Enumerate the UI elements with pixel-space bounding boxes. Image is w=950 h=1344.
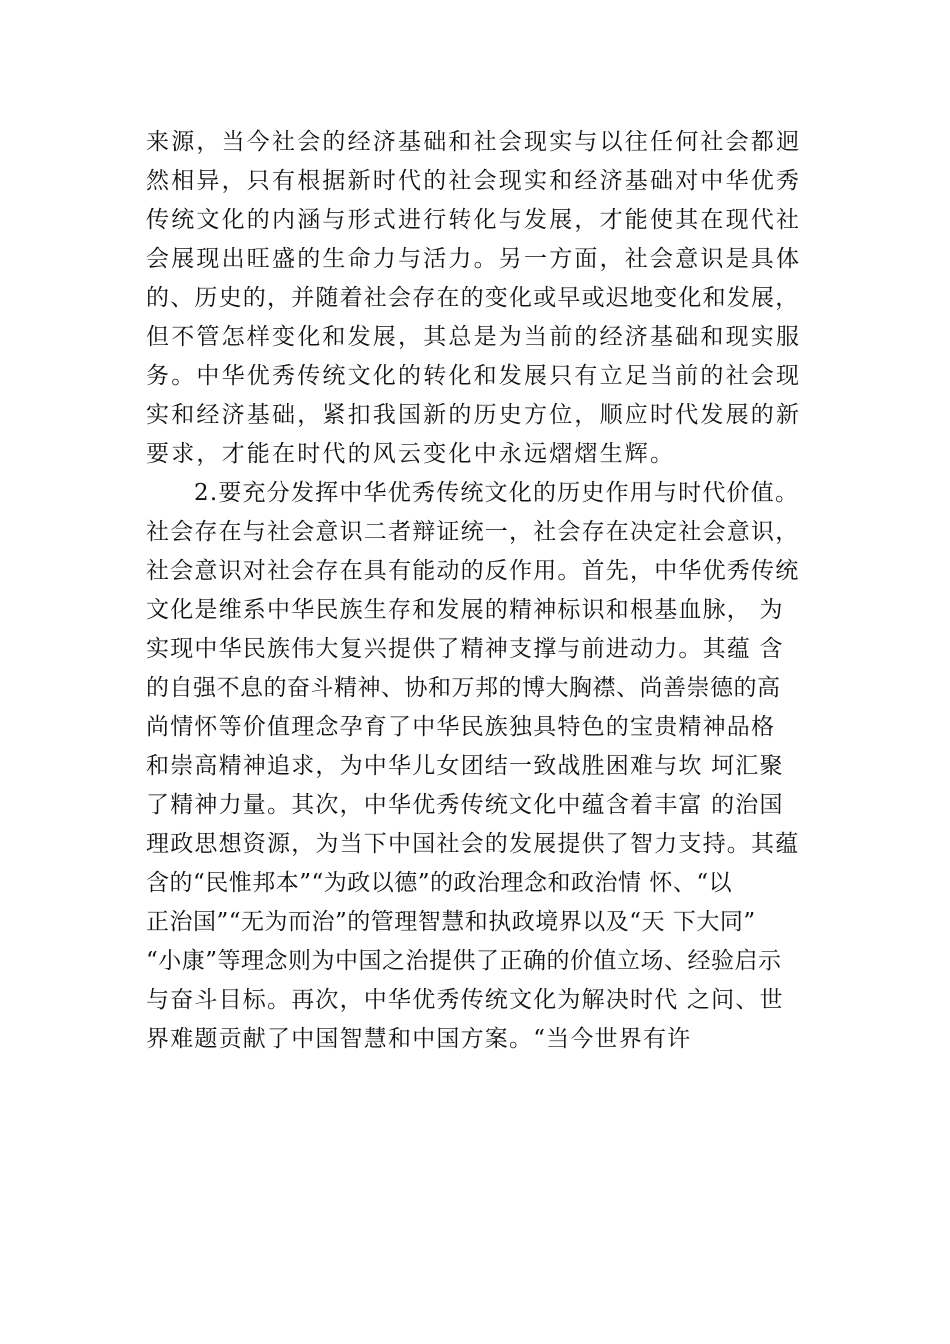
text-line: 社会存在与社会意识二者辩证统一，社会存在决定社会意识， — [146, 519, 800, 545]
body-text — [146, 123, 836, 1059]
text-line: “小康”等理念则为中国之治提供了正确的价值立场、经验启示 — [146, 948, 782, 974]
text-line: 文化是维系中华民族生存和发展的精神标识和根基血脉， 为 — [146, 597, 784, 623]
text-line: 含的“民惟邦本”“为政以德”的政治理念和政治情 怀、“以 — [146, 870, 733, 896]
text-line: 务。中华优秀传统文化的转化和发展只有立足当前的社会现 — [146, 363, 802, 389]
text-line: 与奋斗目标。再次，中华优秀传统文化为解决时代 之问、世 — [146, 987, 784, 1013]
text-line: 来源，当今社会的经济基础和社会现实与以往任何社会都迥 — [146, 129, 802, 155]
text-line: 要求，才能在时代的风云变化中永远熠熠生辉。 — [146, 441, 676, 467]
text-line: 了精神力量。其次，中华优秀传统文化中蕴含着丰富 的治国 — [146, 792, 784, 818]
text-line: 传统文化的内涵与形式进行转化与发展，才能使其在现代社 — [146, 207, 802, 233]
text-line: 社会意识对社会存在具有能动的反作用。首先，中华优秀传统 — [146, 558, 800, 584]
text-line: 然相异，只有根据新时代的社会现实和经济基础对中华优秀 — [146, 168, 802, 194]
text-line: 理政思想资源，为当下中国社会的发展提供了智力支持。其蕴 — [146, 831, 800, 857]
text-line: 界难题贡献了中国智慧和中国方案。“当今世界有许 — [146, 1026, 692, 1052]
text-line: 实和经济基础，紧扣我国新的历史方位，顺应时代发展的新 — [146, 402, 802, 428]
text-line: 和崇高精神追求，为中华儿女团结一致战胜困难与坎 坷汇聚 — [146, 753, 784, 779]
text-line: 正治国”“无为而治”的管理智慧和执政境界以及“天 下大同” — [146, 909, 756, 935]
section-heading-line: 2.要充分发挥中华优秀传统文化的历史作用与时代价值。 — [194, 480, 800, 506]
text-line: 实现中华民族伟大复兴提供了精神支撑与前进动力。其蕴 含 — [146, 636, 784, 662]
text-line: 的自强不息的奋斗精神、协和万邦的博大胸襟、尚善崇德的高 — [146, 675, 781, 701]
text-line: 但不管怎样变化和发展，其总是为当前的经济基础和现实服 — [146, 324, 802, 350]
text-line: 尚情怀等价值理念孕育了中华民族独具特色的宝贵精神品格 — [146, 714, 776, 740]
text-line: 会展现出旺盛的生命力与活力。另一方面，社会意识是具体 — [146, 246, 802, 272]
text-line: 的、历史的，并随着社会存在的变化或早或迟地变化和发展， — [146, 285, 800, 311]
